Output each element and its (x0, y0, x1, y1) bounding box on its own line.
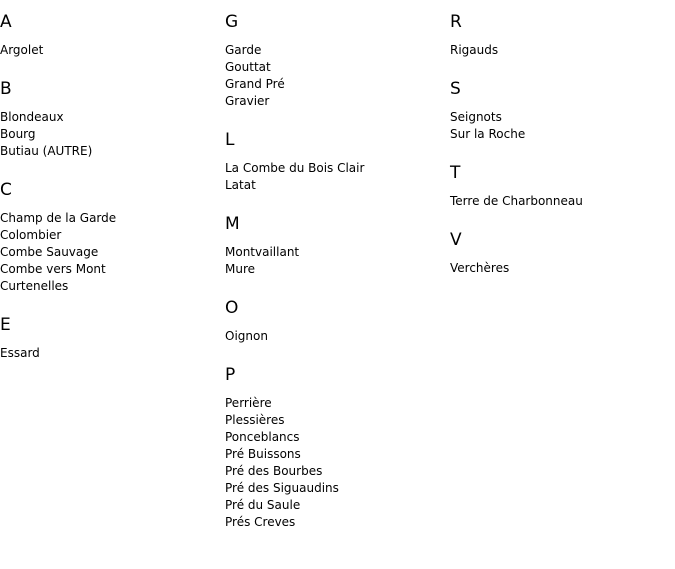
letter-group-l (225, 130, 445, 194)
letter-group-c (0, 180, 220, 295)
place-link[interactable]: Sur la Roche (450, 127, 526, 141)
letter-heading: R (450, 12, 462, 32)
place-link[interactable]: La Combe du Bois Clair (225, 161, 365, 175)
place-link[interactable]: Pré des Siguaudins (225, 481, 339, 495)
letter-group-v (450, 230, 670, 277)
letter-group-r (450, 12, 670, 59)
letter-heading: A (0, 12, 12, 32)
place-list (225, 395, 445, 531)
place-link[interactable]: Champ de la Garde (0, 211, 117, 225)
place-list (225, 244, 445, 278)
place-link[interactable]: Pré des Bourbes (225, 464, 323, 478)
place-list (225, 42, 445, 110)
place-link[interactable]: Pré Buissons (225, 447, 301, 461)
place-link[interactable]: Bourg (0, 127, 36, 141)
letter-group-s (450, 79, 670, 143)
place-list (0, 345, 220, 362)
place-link[interactable]: Oignon (225, 329, 268, 343)
place-list (450, 260, 670, 277)
place-list (225, 328, 445, 345)
letter-group-p (225, 365, 445, 531)
place-link[interactable]: Gravier (225, 94, 270, 108)
letter-heading: B (0, 79, 12, 99)
place-list (0, 42, 220, 59)
letter-group-e (0, 315, 220, 362)
letter-group-t (450, 163, 670, 210)
place-link[interactable]: Plessières (225, 413, 285, 427)
place-link[interactable]: Blondeaux (0, 110, 64, 124)
letter-group-m (225, 214, 445, 278)
letter-heading: G (225, 12, 239, 32)
place-link[interactable]: Garde (225, 43, 262, 57)
place-link[interactable]: Gouttat (225, 60, 271, 74)
place-link[interactable]: Curtenelles (0, 279, 69, 293)
letter-group-a (0, 12, 220, 59)
letter-heading: T (450, 163, 461, 183)
place-link[interactable]: Pré du Saule (225, 498, 301, 512)
letter-heading: S (450, 79, 461, 99)
place-link[interactable]: Combe Sauvage (0, 245, 99, 259)
letter-heading: V (450, 230, 462, 250)
index-column-3 (450, 0, 670, 297)
place-list (225, 160, 445, 194)
place-list (450, 193, 670, 210)
place-list (450, 42, 670, 59)
letter-heading: C (0, 180, 12, 200)
place-list (450, 109, 670, 143)
place-link[interactable]: Grand Pré (225, 77, 285, 91)
letter-heading: P (225, 365, 236, 385)
place-list (0, 109, 220, 160)
letter-heading: M (225, 214, 240, 234)
place-link[interactable]: Mure (225, 262, 256, 276)
place-link[interactable]: Ponceblancs (225, 430, 300, 444)
letter-group-o (225, 298, 445, 345)
place-link[interactable]: Prés Creves (225, 515, 296, 529)
letter-group-g (225, 12, 445, 110)
place-link[interactable]: Rigauds (450, 43, 499, 57)
letter-heading: O (225, 298, 239, 318)
place-link[interactable]: Seignots (450, 110, 502, 124)
place-link[interactable]: Terre de Charbonneau (450, 194, 583, 208)
index-column-2 (225, 0, 445, 551)
letter-heading: E (0, 315, 11, 335)
place-link[interactable]: Montvaillant (225, 245, 300, 259)
letter-group-b (0, 79, 220, 160)
place-list (0, 210, 220, 295)
letter-heading: L (225, 130, 235, 150)
place-link[interactable]: Butiau (AUTRE) (0, 144, 93, 158)
place-link[interactable]: Essard (0, 346, 40, 360)
place-link[interactable]: Verchères (450, 261, 510, 275)
place-link[interactable]: Colombier (0, 228, 62, 242)
place-link[interactable]: Combe vers Mont (0, 262, 106, 276)
place-link[interactable]: Argolet (0, 43, 44, 57)
index-column-1 (0, 0, 220, 382)
place-link[interactable]: Latat (225, 178, 256, 192)
place-link[interactable]: Perrière (225, 396, 272, 410)
